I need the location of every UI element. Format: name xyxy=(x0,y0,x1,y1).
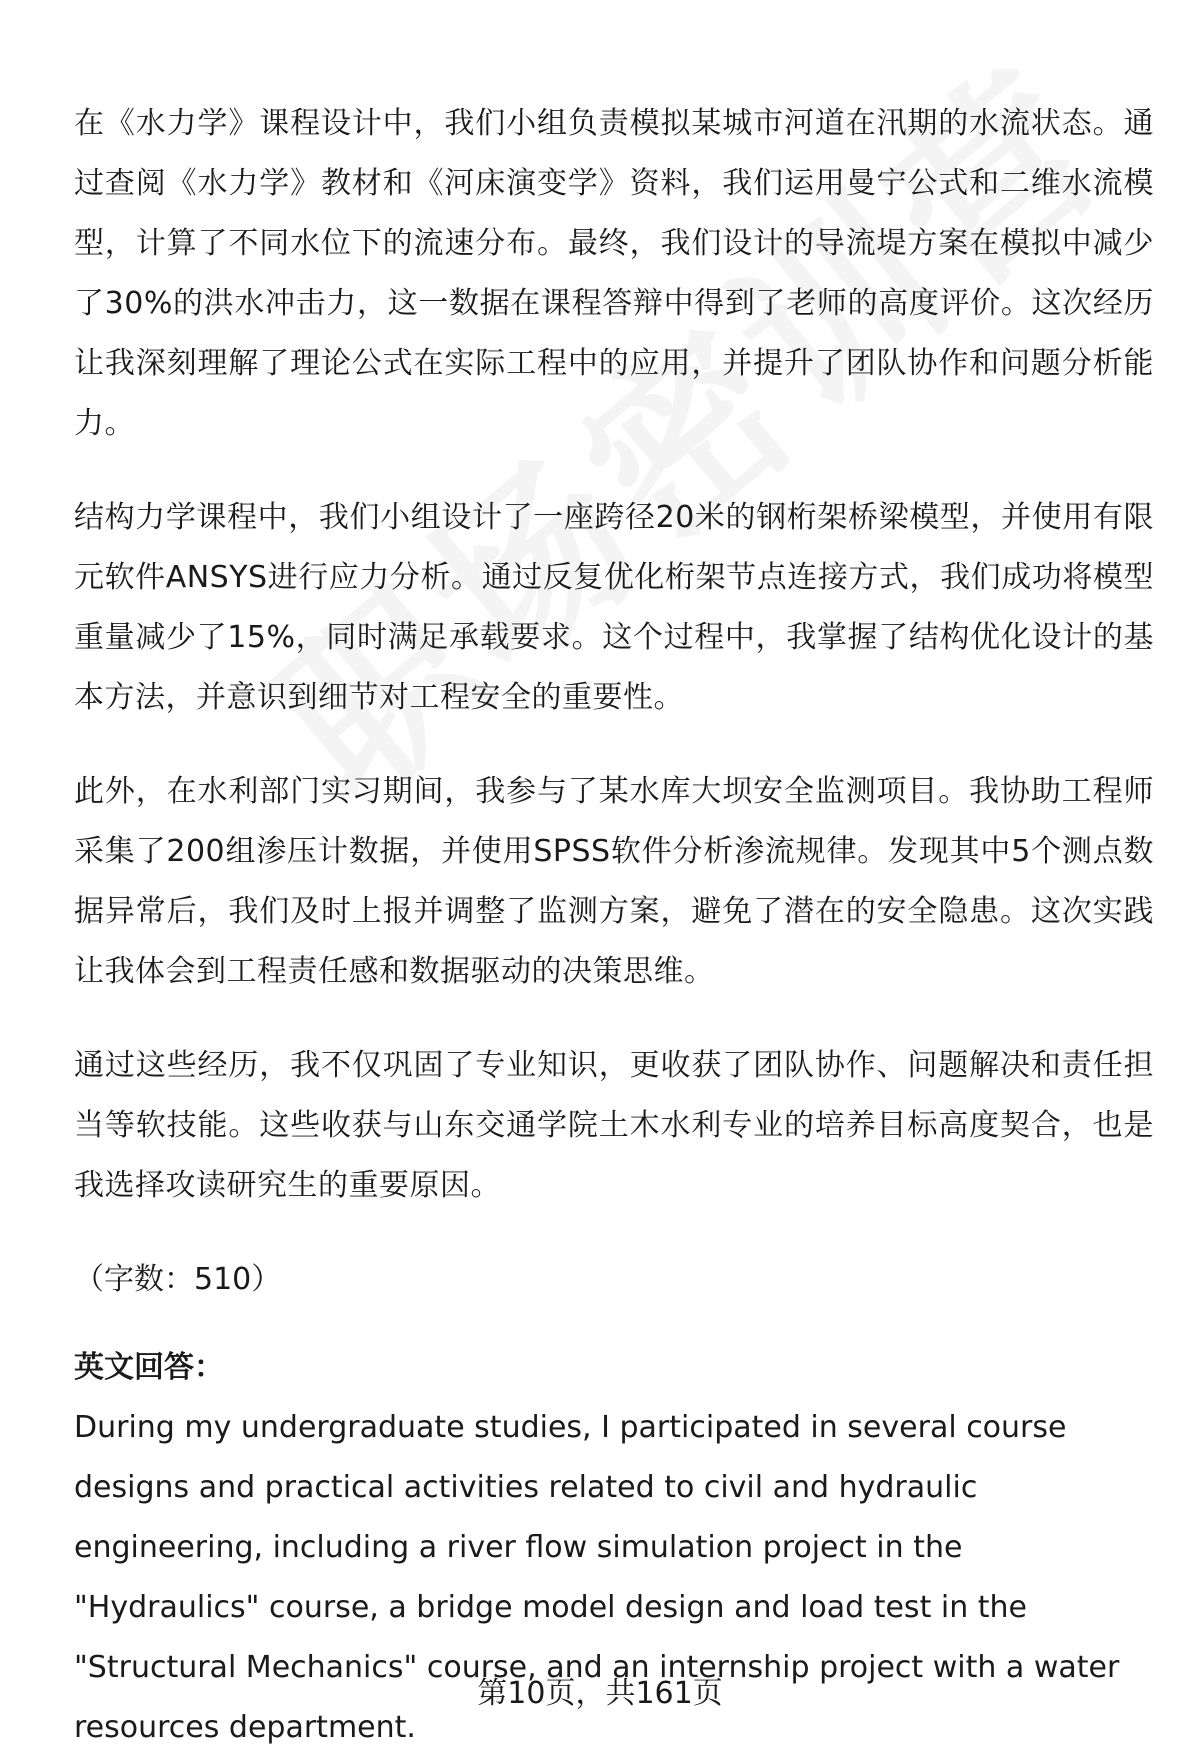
english-answer-paragraph: During my undergraduate studies, I participated in several course designs and practical activities related to civil and hydraulic engineering, including a river flow simulation project in the "Hydraulics" course, a bridge model design and load test in the "Structural Mechanics" course, and an internship project with a water resources department. xyxy=(74,1410,1120,1745)
paragraph-hydraulics: 在《水力学》课程设计中，我们小组负责模拟某城市河道在汛期的水流状态。通过查阅《水力学》教材和《河床演变学》资料，我们运用曼宁公式和二维水流模型，计算了不同水位下的流速分布。最终，我们设计的导流堤方案在模拟中减少了30%的洪水冲击力，这一数据在课程答辩中得到了老师的高度评价。这次经历让我深刻理解了理论公式在实际工程中的应用，并提升了团队协作和问题分析能力。 xyxy=(74,106,1154,441)
word-count: （字数：510） xyxy=(74,1262,282,1297)
paragraph-structural: 结构力学课程中，我们小组设计了一座跨径20米的钢桁架桥梁模型，并使用有限元软件ANSYS进行应力分析。通过反复优化桁架节点连接方式，我们成功将模型重量减少了15%，同时满足承载要求。这个过程中，我掌握了结构优化设计的基本方法，并意识到细节对工程安全的重要性。 xyxy=(74,500,1154,715)
document-body xyxy=(74,94,1154,1755)
page-footer: 第10页，共161页 xyxy=(477,1676,723,1711)
english-answer-heading: 英文回答： xyxy=(74,1350,224,1385)
paragraph-internship: 此外，在水利部门实习期间，我参与了某水库大坝安全监测项目。我协助工程师采集了200组渗压计数据，并使用SPSS软件分析渗流规律。发现其中5个测点数据异常后，我们及时上报并调整了监测方案，避免了潜在的安全隐患。这次实践让我体会到工程责任感和数据驱动的决策思维。 xyxy=(74,774,1154,989)
paragraph-summary: 通过这些经历，我不仅巩固了专业知识，更收获了团队协作、问题解决和责任担当等软技能。这些收获与山东交通学院土木水利专业的培养目标高度契合，也是我选择攻读研究生的重要原因。 xyxy=(74,1048,1154,1203)
